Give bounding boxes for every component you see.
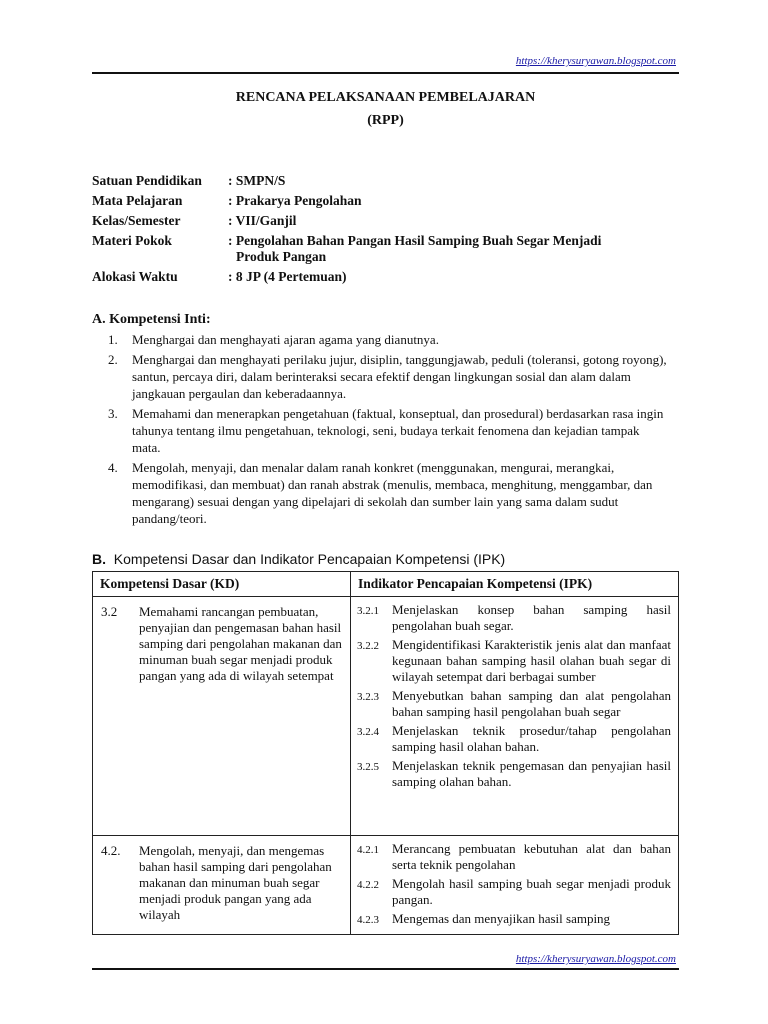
- kd-text: Memahami rancangan pembuatan, penyajian dan pengemasan bahan hasil samping dari pengolahan makanan dan minuman buah segar menjadi produk pangan yang ada di wilayah setempat: [139, 604, 342, 683]
- identity-value: : Prakarya Pengolahan: [228, 193, 362, 208]
- list-item-text: Mengolah, menyaji, dan menalar dalam ranah konkret (menggunakan, mengurai, merangkai, memodifikasi, dan membuat) dan ranah abstrak (menulis, membaca, menghitung, menggambar, dan mengarang) sesuai dengan yang dipelajari di sekolah dan sumber lain yang sama dalam sudut pandang/teori.: [132, 460, 653, 526]
- list-item: [92, 459, 667, 527]
- identity-label: Mata Pelajaran: [92, 193, 183, 208]
- identity-row-materi: [92, 233, 682, 265]
- ipk-list: [352, 837, 677, 933]
- ipk-text: Mengemas dan menyajikan hasil samping: [392, 911, 611, 926]
- column-header-ipk: Indikator Pencapaian Kompetensi (IPK): [351, 572, 679, 597]
- footer-rule: [92, 968, 679, 970]
- ipk-number: 3.2.2: [357, 640, 379, 652]
- identity-row-alokasi: [92, 267, 682, 287]
- identity-row-mapel: [92, 191, 682, 211]
- section-b-title: [92, 551, 505, 567]
- kd-cell: [93, 836, 351, 935]
- header-rule: [92, 72, 679, 74]
- doc-title: RENCANA PELAKSANAAN PEMBELAJARAN: [235, 90, 536, 105]
- list-item-number: 4.: [108, 460, 118, 475]
- list-item-text: Menghargai dan menghayati ajaran agama yang dianutnya.: [132, 332, 439, 347]
- table-row: [93, 597, 679, 836]
- identity-label: Materi Pokok: [92, 233, 172, 248]
- identity-value: [228, 233, 682, 265]
- identity-label: Kelas/Semester: [92, 213, 181, 228]
- list-item: [92, 405, 667, 456]
- ipk-cell: [351, 597, 679, 836]
- kd-ipk-table: [92, 571, 679, 935]
- kd-number: 3.2: [101, 604, 118, 619]
- ipk-cell: [351, 836, 679, 935]
- column-header-kd: Kompetensi Dasar (KD): [93, 572, 351, 597]
- ipk-text: Menjelaskan konsep bahan samping hasil pengolahan buah segar.: [392, 602, 671, 633]
- ipk-text: Menjelaskan teknik prosedur/tahap pengolahan samping hasil olahan bahan.: [392, 723, 671, 754]
- identity-row-satuan: [92, 171, 682, 191]
- list-item: [357, 723, 671, 755]
- list-item-number: 1.: [108, 332, 118, 347]
- list-item-number: 3.: [108, 406, 118, 421]
- list-item: [357, 637, 671, 685]
- ipk-number: 4.2.1: [357, 844, 379, 856]
- list-item: [357, 841, 671, 873]
- ipk-number: 4.2.2: [357, 879, 379, 891]
- list-item: [92, 351, 667, 402]
- identity-block: [92, 171, 682, 287]
- footer-blog-link[interactable]: https://kherysuryawan.blogspot.com: [515, 953, 676, 965]
- identity-value: : 8 JP (4 Pertemuan): [228, 269, 347, 284]
- list-item: [357, 688, 671, 720]
- ipk-text: Menjelaskan teknik pengemasan dan penyajian hasil samping olahan bahan.: [392, 758, 671, 789]
- table-row: [93, 836, 679, 935]
- ipk-list: [352, 598, 677, 795]
- ipk-number: 4.2.3: [357, 914, 379, 926]
- table-header-row: [93, 572, 679, 597]
- ipk-number: 3.2.5: [357, 761, 379, 773]
- identity-value-line2: Produk Pangan: [236, 249, 327, 264]
- section-b-letter: B.: [92, 551, 106, 567]
- identity-value: : SMPN/S: [228, 173, 286, 188]
- list-item: [357, 602, 671, 634]
- identity-value: : VII/Ganjil: [228, 213, 297, 228]
- list-item: [92, 331, 667, 348]
- header-blog-link[interactable]: https://kherysuryawan.blogspot.com: [515, 55, 676, 67]
- section-b-heading: Kompetensi Dasar dan Indikator Pencapaian Kompetensi (IPK): [113, 551, 506, 567]
- doc-subtitle: (RPP): [367, 113, 404, 128]
- list-item-text: Menghargai dan menghayati perilaku jujur, disiplin, tanggungjawab, peduli (toleransi, gotong royong), santun, percaya diri, dalam berinteraksi secara efektif dengan lingkungan sosial dan alam dalam jangkauan pergaulan dan keberadaannya.: [132, 352, 667, 401]
- list-item: [357, 758, 671, 790]
- kd-cell: [93, 597, 351, 836]
- kompetensi-inti-list: [92, 331, 667, 530]
- ipk-number: 3.2.3: [357, 691, 379, 703]
- identity-label: Satuan Pendidikan: [92, 173, 202, 188]
- kd-text: Mengolah, menyaji, dan mengemas bahan hasil samping dari pengolahan makanan dan minuman buah segar menjadi produk pangan yang ada wilayah: [139, 843, 332, 922]
- identity-row-kelas: [92, 211, 682, 231]
- identity-label: Alokasi Waktu: [92, 269, 178, 284]
- ipk-number: 3.2.4: [357, 726, 379, 738]
- list-item-number: 2.: [108, 352, 118, 367]
- ipk-text: Mengidentifikasi Karakteristik jenis alat dan manfaat kegunaan bahan samping hasil olahan buah segar di wilayah setempat dari berbagai sumber: [392, 637, 671, 684]
- ipk-number: 3.2.1: [357, 605, 379, 617]
- list-item: [357, 876, 671, 908]
- section-a-title: A. Kompetensi Inti:: [92, 312, 211, 327]
- ipk-text: Merancang pembuatan kebutuhan alat dan bahan serta teknik pengolahan: [392, 841, 671, 872]
- kd-number: 4.2.: [101, 843, 121, 858]
- identity-value-line1: : Pengolahan Bahan Pangan Hasil Samping Buah Segar Menjadi: [228, 233, 602, 248]
- list-item: [357, 911, 671, 928]
- ipk-text: Mengolah hasil samping buah segar menjadi produk pangan.: [392, 876, 671, 907]
- list-item-text: Memahami dan menerapkan pengetahuan (faktual, konseptual, dan prosedural) berdasarkan rasa ingin tahunya tentang ilmu pengetahuan, teknologi, seni, budaya terkait fenomena dan kejadian tampak mata.: [132, 406, 664, 455]
- ipk-text: Menyebutkan bahan samping dan alat pengolahan bahan samping hasil pengolahan buah segar: [392, 688, 671, 719]
